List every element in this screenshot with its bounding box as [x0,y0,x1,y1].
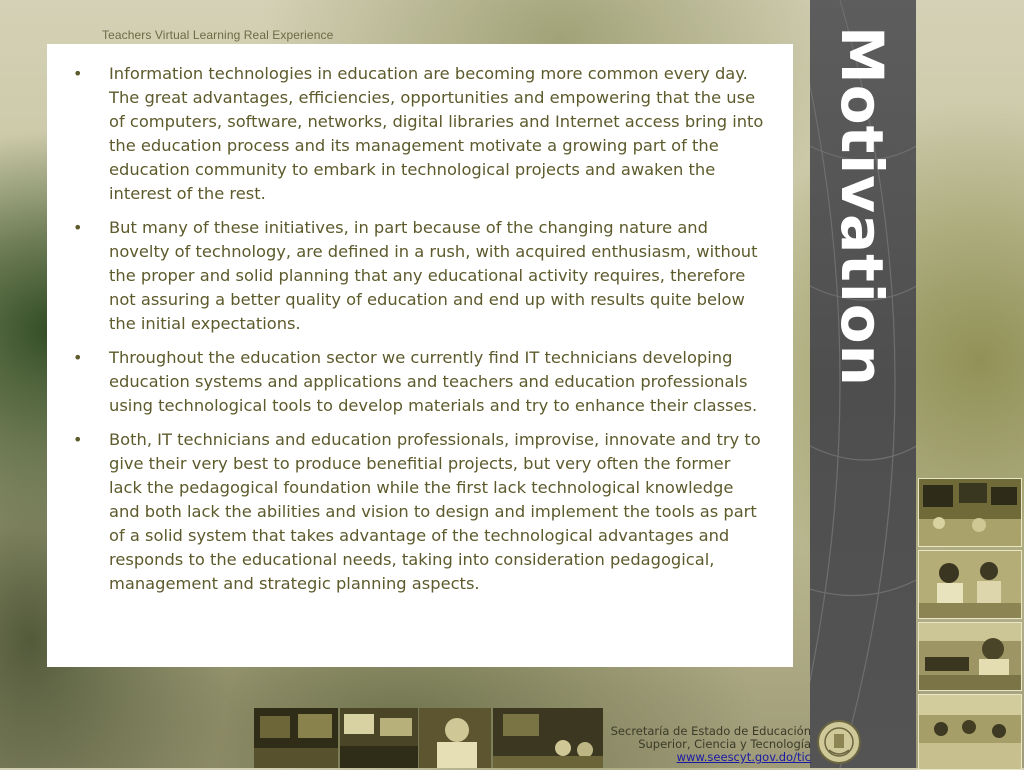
footer-link[interactable]: www.seescyt.gov.do/tic [676,750,811,764]
header-text: Teachers Virtual Learning Real Experience [102,28,334,42]
footer-line-1: Secretaría de Estado de Educación [610,724,811,738]
classroom-photo-4 [918,694,1022,770]
classroom-photo-1 [918,478,1022,547]
bullet-text: Throughout the education sector we currently find IT technicians developing education systems and applications and teachers and education professionals using technological tools to develop materials and try to enhance their classes. [109,348,758,415]
list-item [73,346,765,418]
footer [611,725,811,764]
bullet-dot-icon: • [73,430,83,449]
strip-photo-3 [419,708,491,768]
classroom-photo-2 [918,550,1022,619]
bullet-list [47,44,793,596]
title-band [810,0,916,768]
bullet-text: Both, IT technicians and education professionals, improvise, innovate and try to give their very best to produce benefitial projects, but very often the former lack the pedagogical foundation while the first lack technological knowledge and both lack the abilities and vision to design and implement the tools as part of a solid system that takes advantage of the technological advantages and responds to the educational needs, taking into consideration pedagogical, management and strategic planning aspects. [109,430,761,593]
list-item [73,216,765,336]
strip-photo-2 [340,708,418,768]
list-item [73,428,765,596]
bullet-dot-icon: • [73,218,83,237]
list-item [73,62,765,206]
bullet-dot-icon: • [73,64,83,83]
footer-line-2: Superior, Ciencia y Tecnología [638,737,811,751]
strip-photo-1 [254,708,338,768]
seal-icon [815,718,863,766]
slide-title: Motivation [828,26,896,387]
content-panel [47,44,793,667]
classroom-photo-3 [918,622,1022,691]
bullet-text: But many of these initiatives, in part because of the changing nature and novelty of technology, are defined in a rush, with acquired enthusiasm, without the proper and solid planning that any educational activity requires, therefore not assuring a better quality of education and end up with results quite below the initial expectations. [109,218,758,333]
strip-photo-4 [493,708,603,768]
bullet-text: Information technologies in education are becoming more common every day. The great advantages, efficiencies, opportunities and empowering that the use of computers, software, networks, digital libraries and Internet access bring into the education process and its management motivate a growing part of the education community to embark in technological projects and awaken the interest of the rest. [109,64,764,203]
bullet-dot-icon: • [73,348,83,367]
